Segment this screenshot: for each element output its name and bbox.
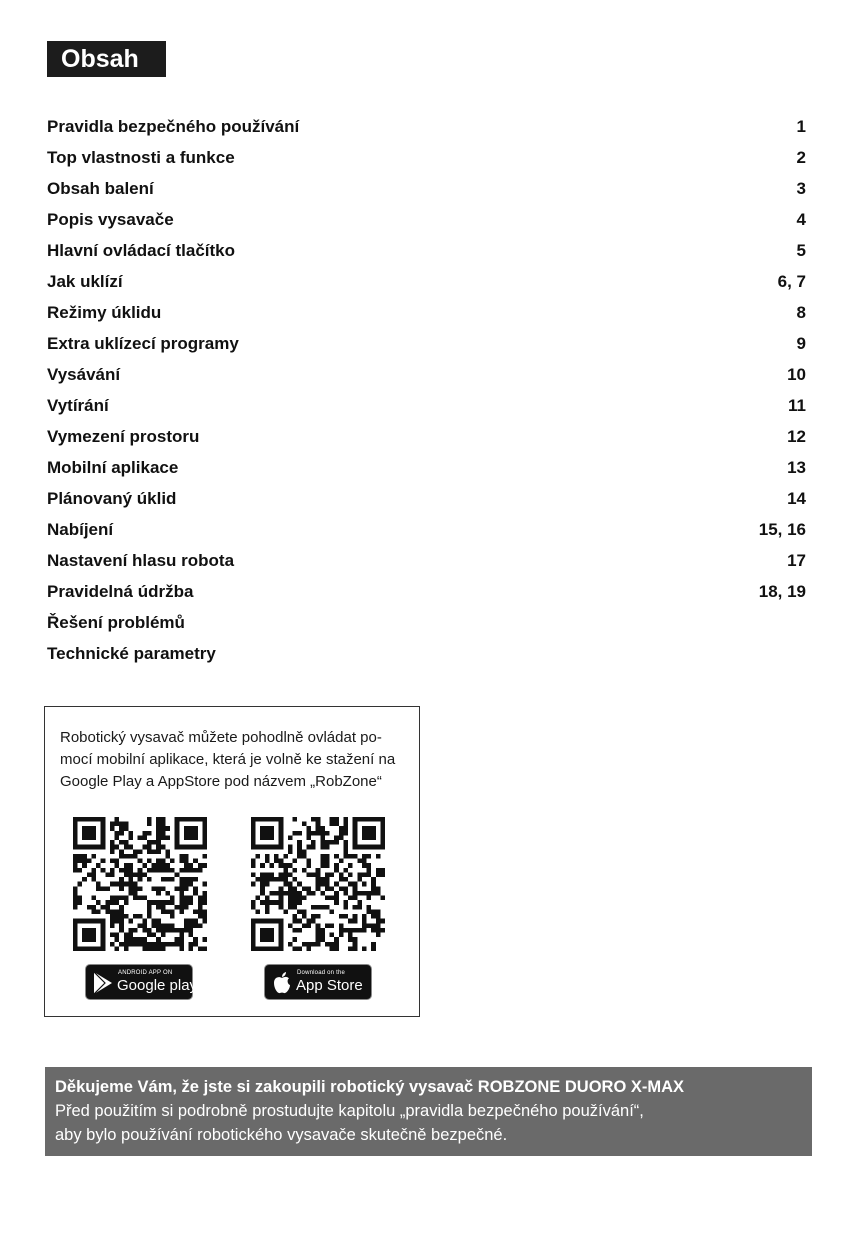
toc-entry-label: Vysávání	[47, 364, 121, 384]
toc-entry[interactable]	[47, 297, 806, 328]
toc-entry[interactable]	[47, 266, 806, 297]
toc-entry[interactable]	[47, 173, 806, 204]
toc-entry-page: 6, 7	[777, 271, 806, 291]
app-info-line: mocí mobilní aplikace, která je volně ke stažení na	[60, 751, 396, 768]
app-store-qr-code	[251, 817, 385, 951]
toc-entry[interactable]	[47, 638, 806, 669]
toc-entry-page: 2	[796, 147, 806, 167]
toc-entry-label: Režimy úklidu	[47, 302, 162, 322]
page-title: Obsah	[47, 41, 166, 77]
toc-entry[interactable]	[47, 483, 806, 514]
app-info-box	[44, 706, 420, 1017]
toc-entry-label: Hlavní ovládací tlačítko	[47, 240, 236, 260]
toc-entry-page: 15, 16	[758, 519, 806, 539]
app-store-small-text: Download on the	[297, 970, 346, 976]
toc-entry[interactable]	[47, 607, 806, 638]
google-play-big-text: Google play	[117, 977, 198, 994]
toc-entry-page: 4	[796, 209, 806, 229]
toc-entry[interactable]	[47, 576, 806, 607]
notice-line: aby bylo používání robotického vysavače skutečně bezpečné.	[55, 1126, 508, 1144]
table-of-contents	[47, 111, 806, 669]
google-play-qr-code	[73, 817, 207, 951]
toc-entry-page: 12	[787, 426, 806, 446]
toc-entry-label: Technické parametry	[47, 643, 216, 663]
toc-entry-page: 3	[796, 178, 806, 198]
toc-entry-label: Nabíjení	[47, 519, 114, 539]
toc-entry-label: Plánovaný úklid	[47, 488, 177, 508]
toc-entry-page: 8	[796, 302, 806, 322]
toc-entry-label: Popis vysavače	[47, 209, 174, 229]
google-play-icon	[92, 971, 114, 995]
google-play-small-text: ANDROID APP ON	[118, 970, 173, 976]
app-info-line: Google Play a AppStore pod názvem „RobZone“	[60, 773, 382, 790]
toc-entry-page: 11	[788, 395, 806, 415]
apple-icon	[271, 971, 293, 995]
toc-entry-label: Pravidelná údržba	[47, 581, 194, 601]
toc-entry[interactable]	[47, 142, 806, 173]
app-info-line: Robotický vysavač můžete pohodlně ovládat po-	[60, 729, 382, 746]
toc-entry-label: Jak uklízí	[47, 271, 123, 291]
toc-entry[interactable]	[47, 452, 806, 483]
toc-entry[interactable]	[47, 421, 806, 452]
app-store-badge[interactable]	[264, 964, 372, 1000]
toc-entry[interactable]	[47, 111, 806, 142]
notice-line: Před použitím si podrobně prostudujte kapitolu „pravidla bezpečného používání“,	[55, 1102, 644, 1120]
toc-entry[interactable]	[47, 545, 806, 576]
toc-entry-label: Pravidla bezpečného používání	[47, 116, 300, 136]
toc-entry-label: Nastavení hlasu robota	[47, 550, 235, 570]
notice-heading: Děkujeme Vám, že jste si zakoupili robotický vysavač ROBZONE DUORO X-MAX	[55, 1078, 685, 1096]
app-store-big-text: App Store	[296, 977, 363, 994]
toc-entry[interactable]	[47, 359, 806, 390]
toc-entry-page: 18, 19	[758, 581, 806, 601]
toc-entry-label: Řešení problémů	[47, 612, 185, 632]
toc-entry-page: 17	[787, 550, 806, 570]
app-info-text	[60, 727, 410, 793]
toc-entry[interactable]	[47, 514, 806, 545]
toc-entry[interactable]	[47, 328, 806, 359]
google-play-badge[interactable]	[85, 964, 198, 1000]
toc-entry-page: 1	[796, 116, 806, 136]
toc-entry-label: Mobilní aplikace	[47, 457, 179, 477]
toc-entry[interactable]	[47, 235, 806, 266]
toc-entry-page: 10	[787, 364, 806, 384]
thank-you-notice	[45, 1067, 812, 1156]
toc-entry-label: Vytírání	[47, 395, 109, 415]
toc-entry-page: 9	[796, 333, 806, 353]
toc-entry-label: Extra uklízecí programy	[47, 333, 239, 353]
toc-entry-page: 5	[796, 240, 806, 260]
toc-entry-label: Obsah balení	[47, 178, 154, 198]
toc-entry-label: Vymezení prostoru	[47, 426, 200, 446]
toc-entry-label: Top vlastnosti a funkce	[47, 147, 235, 167]
toc-entry-page: 14	[787, 488, 806, 508]
toc-entry-page: 13	[787, 457, 806, 477]
toc-entry[interactable]	[47, 204, 806, 235]
toc-entry[interactable]	[47, 390, 806, 421]
